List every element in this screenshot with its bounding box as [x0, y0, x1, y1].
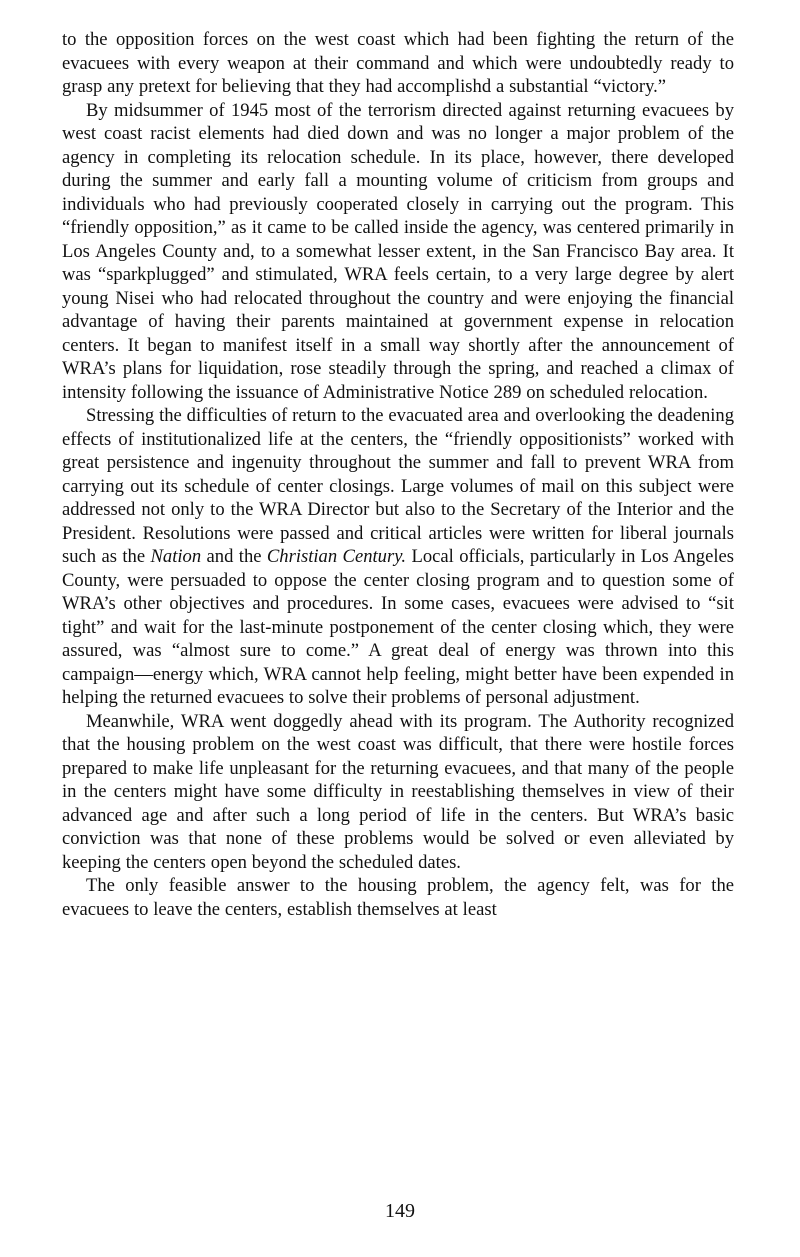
paragraph-4-text: Meanwhile, WRA went doggedly ahead with its program. The Authority recognized that the housing problem on the west coast was difficult, that there were hostile forces prepared to make life unpleasant for the returning evacuees, and that many of the people in the centers might have some difficulty in reestablishing themselves in view of their advanced age and after such a long period of life in the centers. But WRA’s basic conviction was that none of these problems would be solved or even alleviated by keeping the centers open beyond the scheduled dates. [62, 710, 734, 873]
page-number: 149 [385, 1200, 415, 1222]
paragraph-2 [62, 99, 734, 405]
paragraph-3-text-c: Local officials, particularly in Los Angeles County, were persuaded to oppose the center closing program and to question some of WRA’s other objectives and procedures. In some cases, evacuees were advised to “sit tight” and wait for the last-minute postponement of the center closing which, they were assured, was “almost sure to come.” A great deal of energy was thrown into this campaign—energy which, WRA cannot help feeling, might better have been expended in helping the returned evacuees to solve their problems of personal adjustment. [62, 546, 735, 708]
paragraph-3-text-b: and the [201, 546, 267, 567]
journal-title-christian-century: Christian Century. [266, 546, 407, 567]
paragraph-5-text: The only feasible answer to the housing problem, the agency felt, was for the evacuees to leave the centers, establish themselves at least [62, 875, 734, 920]
paragraph-3-text-a: Stressing the difficulties of return to the evacuated area and overlooking the deadening effects of institutionalized life at the centers, the “friendly oppositionists” worked with great persistence and ingenuity throughout the summer and fall to prevent WRA from carrying out its schedule of center closings. Large volumes of mail on this subject were addressed not only to the WRA Director but also to the Secretary of the Interior and the President. Resolutions were passed and critical articles were written for liberal journals such as the [62, 405, 734, 567]
paragraph-1 [62, 28, 734, 99]
paragraph-1-text: to the opposition forces on the west coast which had been fighting the return of the evacuees with every weapon at their command and which were undoubtedly ready to grasp any pretext for believing that they had accomplishd a substantial “victory.” [62, 29, 734, 97]
document-page [62, 28, 734, 921]
paragraph-2-text: By midsummer of 1945 most of the terrorism directed against returning evacuees by west coast racist elements had died down and was no longer a major problem of the agency in completing its relocation schedule. In its place, however, there developed during the summer and early fall a mounting volume of criticism from groups and individuals who had previously cooperated closely in carrying out the program. This “friendly opposition,” as it came to be called inside the agency, was centered primarily in Los Angeles County and, to a somewhat lesser extent, in the San Francisco Bay area. It was “sparkplugged” and stimulated, WRA feels certain, to a very large degree by alert young Nisei who had relocated throughout the country and were enjoying the financial advantage of having their parents maintained at government expense in relocation centers. It began to manifest itself in a small way shortly after the announcement of WRA’s plans for liquidation, rose steadily through the spring, and reached a climax of intensity following the issuance of Administrative Notice 289 on scheduled relocation. [62, 99, 734, 403]
journal-title-nation: Nation [150, 546, 202, 567]
paragraph-3 [62, 404, 734, 710]
paragraph-5 [62, 874, 734, 921]
paragraph-4 [62, 710, 734, 875]
